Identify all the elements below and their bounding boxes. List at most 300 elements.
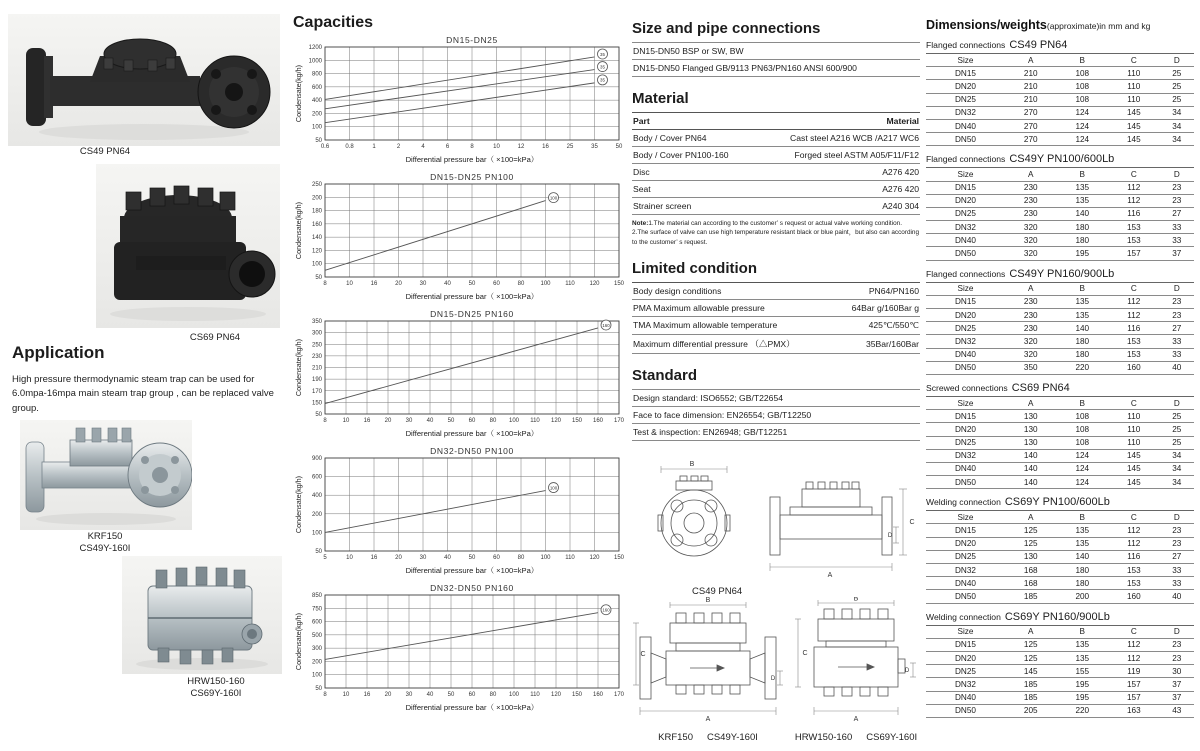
svg-text:160: 160 bbox=[311, 221, 322, 228]
svg-text:200: 200 bbox=[311, 659, 322, 666]
svg-text:Condensate(kg/h): Condensate(kg/h) bbox=[294, 475, 303, 534]
table-cell: 140 bbox=[1057, 550, 1109, 563]
table-row bbox=[926, 181, 1194, 194]
dimensions-table-caption bbox=[926, 153, 1194, 167]
svg-text:600: 600 bbox=[311, 619, 322, 626]
material-section bbox=[632, 90, 920, 247]
table-cell: DN15 bbox=[926, 295, 1005, 308]
table-cell: 153 bbox=[1108, 221, 1160, 234]
svg-text:DN32-DN50 PN160: DN32-DN50 PN160 bbox=[430, 583, 514, 593]
table-cell: 110 bbox=[1108, 436, 1160, 449]
table-cell: DN32 bbox=[926, 106, 1005, 119]
table-cell: 124 bbox=[1057, 119, 1109, 132]
svg-text:100: 100 bbox=[540, 555, 551, 561]
table-row bbox=[926, 80, 1194, 93]
limited-row-part: TMA Maximum allowable temperature bbox=[632, 316, 834, 334]
table-row bbox=[926, 93, 1194, 106]
limited-row-value: 425℃/550℃ bbox=[834, 316, 920, 334]
table-cell: 25 bbox=[1160, 436, 1194, 449]
table-cell: 160 bbox=[1108, 361, 1160, 374]
table-cell: 125 bbox=[1005, 638, 1057, 651]
svg-text:0.6: 0.6 bbox=[320, 144, 330, 150]
svg-text:170: 170 bbox=[613, 692, 625, 698]
table-cell: 33 bbox=[1160, 234, 1194, 247]
table-cell: 210 bbox=[1005, 93, 1057, 106]
material-row-part: Seat bbox=[632, 181, 755, 198]
svg-text:50: 50 bbox=[468, 281, 476, 287]
dimensions-column bbox=[926, 0, 1194, 718]
size-pipe-title: Size and pipe connections bbox=[632, 20, 821, 37]
table-cell: 37 bbox=[1160, 691, 1194, 704]
svg-text:80: 80 bbox=[517, 281, 525, 287]
table-cell: 320 bbox=[1005, 221, 1057, 234]
table-cell: 270 bbox=[1005, 133, 1057, 146]
table-cell: 168 bbox=[1005, 564, 1057, 577]
table-cell: DN15 bbox=[926, 638, 1005, 651]
dimensions-table bbox=[926, 268, 1194, 375]
table-cell: 25 bbox=[1160, 93, 1194, 106]
svg-text:110: 110 bbox=[530, 418, 540, 424]
svg-text:750: 750 bbox=[311, 606, 322, 613]
product-label-text: CS49 PN64 bbox=[79, 146, 131, 157]
svg-text:1200: 1200 bbox=[308, 45, 322, 51]
table-row bbox=[926, 436, 1194, 449]
table-cell: 157 bbox=[1108, 678, 1160, 691]
svg-text:300: 300 bbox=[311, 646, 322, 653]
svg-text:160: 160 bbox=[592, 692, 604, 698]
table-cell: 27 bbox=[1160, 550, 1194, 563]
application-title: Application bbox=[12, 343, 105, 362]
dimensions-table-caption bbox=[926, 611, 1194, 625]
table-cell: 116 bbox=[1108, 550, 1160, 563]
model-name: CS69 PN64 bbox=[1011, 381, 1070, 394]
dim-letter-a: A bbox=[853, 715, 859, 723]
table-cell: 185 bbox=[1005, 691, 1057, 704]
table-cell: 180 bbox=[1057, 234, 1109, 247]
svg-text:150: 150 bbox=[571, 418, 583, 424]
svg-text:600: 600 bbox=[311, 474, 322, 481]
material-row-part: Disc bbox=[632, 164, 755, 181]
capacities-column bbox=[293, 0, 631, 719]
table-cell: 135 bbox=[1057, 295, 1109, 308]
svg-text:35: 35 bbox=[600, 64, 605, 70]
svg-text:16: 16 bbox=[542, 144, 549, 150]
svg-text:850: 850 bbox=[311, 593, 322, 599]
svg-text:4: 4 bbox=[421, 144, 425, 150]
drawing-label-part1: KRF150 bbox=[658, 731, 693, 743]
svg-text:180: 180 bbox=[311, 208, 322, 215]
material-row bbox=[632, 181, 920, 198]
table-cell: DN50 bbox=[926, 133, 1005, 146]
table-cell: 112 bbox=[1108, 181, 1160, 194]
connection-type: Flanged connections bbox=[926, 154, 1006, 165]
table-cell: DN50 bbox=[926, 476, 1005, 489]
table-cell: DN50 bbox=[926, 361, 1005, 374]
table-cell: 112 bbox=[1108, 524, 1160, 537]
table-cell: 125 bbox=[1005, 524, 1057, 537]
svg-text:210: 210 bbox=[311, 365, 322, 372]
table-cell: 124 bbox=[1057, 106, 1109, 119]
svg-text:1000: 1000 bbox=[308, 58, 322, 65]
limited-condition-section bbox=[632, 260, 920, 354]
table-cell: 110 bbox=[1108, 410, 1160, 423]
column-header: Size bbox=[926, 168, 1005, 181]
svg-text:30: 30 bbox=[405, 692, 413, 698]
dimension-drawings bbox=[632, 451, 920, 751]
dim-letter-b: B bbox=[853, 596, 859, 603]
column-header: D bbox=[1160, 625, 1194, 638]
table-row bbox=[926, 194, 1194, 207]
svg-text:80: 80 bbox=[517, 555, 525, 561]
dimensions-title-suffix: (approximate)in mm and kg bbox=[1046, 21, 1151, 31]
svg-text:50: 50 bbox=[468, 555, 476, 561]
table-cell: 168 bbox=[1005, 577, 1057, 590]
product-label-text: KRF150 bbox=[87, 531, 123, 542]
svg-text:10: 10 bbox=[346, 555, 353, 561]
table-cell: 33 bbox=[1160, 335, 1194, 348]
column-header: D bbox=[1160, 511, 1194, 524]
table-row bbox=[926, 449, 1194, 462]
model-name: CS49Y PN160/900Lb bbox=[1009, 267, 1115, 280]
material-row bbox=[632, 198, 920, 215]
table-cell: 124 bbox=[1057, 133, 1109, 146]
svg-text:110: 110 bbox=[565, 555, 575, 561]
svg-text:6: 6 bbox=[445, 144, 450, 150]
svg-text:100: 100 bbox=[311, 530, 322, 537]
table-cell: 25 bbox=[1160, 67, 1194, 80]
table-cell: 23 bbox=[1160, 181, 1194, 194]
svg-text:150: 150 bbox=[613, 555, 625, 561]
column-header: B bbox=[1057, 396, 1109, 409]
column-header: B bbox=[1057, 54, 1109, 67]
material-row-part: Body / Cover PN64 bbox=[632, 130, 755, 147]
table-cell: 116 bbox=[1108, 322, 1160, 335]
svg-text:150: 150 bbox=[311, 400, 322, 407]
table-row bbox=[926, 361, 1194, 374]
table-cell: 320 bbox=[1005, 247, 1057, 260]
svg-text:25: 25 bbox=[566, 144, 574, 150]
table-cell: DN32 bbox=[926, 564, 1005, 577]
svg-text:8: 8 bbox=[470, 144, 474, 150]
table-cell: 23 bbox=[1160, 194, 1194, 207]
table-cell: 180 bbox=[1057, 221, 1109, 234]
svg-text:160: 160 bbox=[592, 418, 604, 424]
table-cell: 108 bbox=[1057, 423, 1109, 436]
table-cell: 140 bbox=[1005, 449, 1057, 462]
table-cell: 153 bbox=[1108, 335, 1160, 348]
table-cell: DN20 bbox=[926, 651, 1005, 664]
product-label bbox=[136, 676, 296, 700]
table-cell: DN25 bbox=[926, 93, 1005, 106]
svg-text:10: 10 bbox=[342, 692, 350, 698]
capacities-title: Capacities bbox=[293, 14, 374, 31]
table-cell: 135 bbox=[1057, 194, 1109, 207]
table-cell: 40 bbox=[1160, 361, 1194, 374]
capacity-chart bbox=[293, 445, 631, 575]
svg-text:20: 20 bbox=[395, 281, 402, 287]
table-cell: 23 bbox=[1160, 537, 1194, 550]
note-line-1: 1.The material can according to the customer’ s request or actual valve working condition. bbox=[648, 220, 902, 227]
column-header: D bbox=[1160, 282, 1194, 295]
svg-text:250: 250 bbox=[311, 182, 322, 188]
table-cell: DN15 bbox=[926, 524, 1005, 537]
table-cell: 25 bbox=[1160, 410, 1194, 423]
table-cell: 180 bbox=[1057, 577, 1109, 590]
table-cell: DN50 bbox=[926, 247, 1005, 260]
column-header: C bbox=[1108, 396, 1160, 409]
svg-text:120: 120 bbox=[589, 281, 600, 287]
table-row bbox=[926, 423, 1194, 436]
table-cell: 140 bbox=[1057, 207, 1109, 220]
table-row bbox=[926, 67, 1194, 80]
product-photo-cs69 bbox=[96, 164, 280, 328]
table-cell: 125 bbox=[1005, 537, 1057, 550]
table-row bbox=[926, 133, 1194, 146]
dim-letter-a: A bbox=[705, 715, 711, 723]
svg-text:Condensate(kg/h): Condensate(kg/h) bbox=[294, 201, 303, 260]
material-row-part: Strainer screen bbox=[632, 198, 755, 215]
material-note bbox=[632, 219, 920, 247]
table-cell: DN20 bbox=[926, 423, 1005, 436]
dimensions-table bbox=[926, 39, 1194, 146]
column-header: Size bbox=[926, 396, 1005, 409]
table-row bbox=[926, 691, 1194, 704]
svg-text:250: 250 bbox=[311, 342, 322, 349]
table-row bbox=[926, 665, 1194, 678]
table-cell: 108 bbox=[1057, 80, 1109, 93]
table-cell: DN25 bbox=[926, 550, 1005, 563]
svg-text:100: 100 bbox=[540, 281, 551, 287]
table-cell: 135 bbox=[1057, 537, 1109, 550]
dimensions-table bbox=[926, 153, 1194, 260]
table-cell: 135 bbox=[1057, 309, 1109, 322]
connection-type: Welding connection bbox=[926, 497, 1001, 508]
capacity-charts bbox=[293, 34, 631, 719]
table-cell: 145 bbox=[1005, 665, 1057, 678]
dimensions-tables bbox=[926, 39, 1194, 718]
table-cell: 23 bbox=[1160, 309, 1194, 322]
svg-text:100: 100 bbox=[549, 195, 558, 201]
material-row-value: A240 304 bbox=[755, 198, 920, 215]
table-row bbox=[926, 234, 1194, 247]
table-cell: 145 bbox=[1108, 119, 1160, 132]
table-cell: 140 bbox=[1005, 476, 1057, 489]
svg-text:150: 150 bbox=[571, 692, 583, 698]
table-cell: 33 bbox=[1160, 221, 1194, 234]
table-cell: 220 bbox=[1057, 704, 1109, 717]
table-cell: 112 bbox=[1108, 194, 1160, 207]
table-cell: 155 bbox=[1057, 665, 1109, 678]
table-cell: 230 bbox=[1005, 181, 1057, 194]
drawing-label bbox=[792, 732, 920, 743]
svg-text:120: 120 bbox=[550, 418, 562, 424]
svg-text:100: 100 bbox=[508, 418, 520, 424]
svg-text:60: 60 bbox=[493, 555, 500, 561]
table-cell: 119 bbox=[1108, 665, 1160, 678]
svg-text:10: 10 bbox=[493, 144, 500, 150]
table-row bbox=[926, 295, 1194, 308]
table-row bbox=[926, 704, 1194, 717]
product-label-text: HRW150-160 bbox=[187, 676, 245, 687]
svg-text:8: 8 bbox=[323, 281, 327, 287]
table-cell: DN25 bbox=[926, 665, 1005, 678]
table-cell: 180 bbox=[1057, 348, 1109, 361]
limited-row-value: PN64/PN160 bbox=[834, 282, 920, 299]
column-header: C bbox=[1108, 282, 1160, 295]
table-cell: DN40 bbox=[926, 691, 1005, 704]
svg-text:40: 40 bbox=[426, 418, 434, 424]
table-cell: 145 bbox=[1108, 462, 1160, 475]
table-cell: 135 bbox=[1057, 181, 1109, 194]
table-row bbox=[926, 550, 1194, 563]
svg-text:16: 16 bbox=[363, 692, 371, 698]
table-row bbox=[926, 106, 1194, 119]
column-header: Size bbox=[926, 511, 1005, 524]
svg-text:60: 60 bbox=[493, 281, 500, 287]
column-header: D bbox=[1160, 396, 1194, 409]
material-row-value: A276 420 bbox=[755, 164, 920, 181]
svg-text:10: 10 bbox=[342, 418, 350, 424]
svg-text:170: 170 bbox=[613, 418, 625, 424]
table-row bbox=[926, 335, 1194, 348]
column-header: Size bbox=[926, 625, 1005, 638]
table-cell: 130 bbox=[1005, 550, 1057, 563]
dimensions-title-main: Dimensions/weights bbox=[926, 18, 1047, 32]
table-cell: 157 bbox=[1108, 247, 1160, 260]
photo-column bbox=[0, 0, 290, 704]
column-header: A bbox=[1005, 396, 1057, 409]
product-label bbox=[30, 146, 180, 158]
table-cell: 270 bbox=[1005, 106, 1057, 119]
svg-text:20: 20 bbox=[384, 418, 392, 424]
svg-text:Condensate(kg/h): Condensate(kg/h) bbox=[294, 64, 303, 123]
material-row bbox=[632, 130, 920, 147]
table-cell: DN25 bbox=[926, 322, 1005, 335]
table-cell: 34 bbox=[1160, 462, 1194, 475]
table-cell: 163 bbox=[1108, 704, 1160, 717]
size-pipe-rows bbox=[632, 42, 920, 77]
limited-row bbox=[632, 316, 920, 334]
dimensions-table-caption bbox=[926, 39, 1194, 53]
table-row bbox=[926, 207, 1194, 220]
table-cell: 124 bbox=[1057, 449, 1109, 462]
svg-text:190: 190 bbox=[311, 377, 322, 384]
dim-letter-c: C bbox=[909, 518, 915, 526]
table-cell: 112 bbox=[1108, 651, 1160, 664]
valve-photo-icon bbox=[122, 556, 282, 674]
column-header: C bbox=[1108, 168, 1160, 181]
table-cell: DN20 bbox=[926, 80, 1005, 93]
table-row bbox=[926, 590, 1194, 603]
table-cell: DN40 bbox=[926, 348, 1005, 361]
table-cell: DN32 bbox=[926, 678, 1005, 691]
table-cell: DN20 bbox=[926, 537, 1005, 550]
table-cell: 34 bbox=[1160, 133, 1194, 146]
table-cell: 25 bbox=[1160, 80, 1194, 93]
table-row bbox=[926, 537, 1194, 550]
dimensions-table bbox=[926, 611, 1194, 718]
svg-text:Condensate(kg/h): Condensate(kg/h) bbox=[294, 338, 303, 397]
table-cell: 145 bbox=[1108, 449, 1160, 462]
column-header: A bbox=[1005, 54, 1057, 67]
drawing-label-part2: CS49Y-160I bbox=[706, 731, 758, 743]
table-cell: DN25 bbox=[926, 436, 1005, 449]
table-row bbox=[926, 309, 1194, 322]
table-cell: DN40 bbox=[926, 119, 1005, 132]
table-cell: DN20 bbox=[926, 309, 1005, 322]
svg-text:150: 150 bbox=[613, 281, 625, 287]
svg-text:50: 50 bbox=[447, 692, 455, 698]
table-cell: DN32 bbox=[926, 335, 1005, 348]
product-label-text: CS69 PN64 bbox=[189, 332, 241, 343]
table-cell: 145 bbox=[1108, 106, 1160, 119]
table-cell: DN32 bbox=[926, 449, 1005, 462]
product-label bbox=[30, 531, 180, 555]
limited-row-part: Maximum differential pressure （△PMX） bbox=[632, 334, 834, 353]
svg-text:16: 16 bbox=[363, 418, 371, 424]
standard-section bbox=[632, 367, 920, 441]
table-cell: 153 bbox=[1108, 564, 1160, 577]
table-cell: 320 bbox=[1005, 234, 1057, 247]
table-row bbox=[926, 577, 1194, 590]
svg-text:120: 120 bbox=[311, 248, 322, 255]
svg-text:110: 110 bbox=[530, 692, 540, 698]
limited-row-part: PMA Maximum allowable pressure bbox=[632, 299, 834, 316]
column-header: D bbox=[1160, 54, 1194, 67]
dimensions-table-caption bbox=[926, 268, 1194, 282]
standard-title: Standard bbox=[632, 366, 698, 384]
material-col-part: Part bbox=[632, 113, 755, 130]
table-cell: 210 bbox=[1005, 67, 1057, 80]
svg-text:200: 200 bbox=[311, 111, 322, 118]
table-cell: 124 bbox=[1057, 476, 1109, 489]
table-row bbox=[926, 462, 1194, 475]
table-cell: 200 bbox=[1057, 590, 1109, 603]
table-cell: 125 bbox=[1005, 651, 1057, 664]
table-cell: 160 bbox=[1108, 590, 1160, 603]
svg-text:10: 10 bbox=[346, 281, 353, 287]
svg-text:110: 110 bbox=[565, 281, 575, 287]
table-cell: DN40 bbox=[926, 234, 1005, 247]
drawing-label-part2: CS69Y-160I bbox=[866, 731, 918, 743]
size-pipe-row: DN15-DN50 BSP or SW, BW bbox=[632, 43, 920, 60]
table-row bbox=[926, 524, 1194, 537]
table-cell: 37 bbox=[1160, 678, 1194, 691]
svg-text:230: 230 bbox=[311, 353, 322, 360]
table-cell: 195 bbox=[1057, 678, 1109, 691]
table-cell: 230 bbox=[1005, 295, 1057, 308]
table-cell: 33 bbox=[1160, 348, 1194, 361]
table-cell: 350 bbox=[1005, 361, 1057, 374]
svg-text:60: 60 bbox=[468, 692, 476, 698]
table-cell: 116 bbox=[1108, 207, 1160, 220]
dimensions-table-caption bbox=[926, 496, 1194, 510]
svg-text:2: 2 bbox=[396, 144, 401, 150]
svg-text:5: 5 bbox=[323, 555, 327, 561]
table-cell: 23 bbox=[1160, 524, 1194, 537]
column-header: A bbox=[1005, 282, 1057, 295]
table-cell: 110 bbox=[1108, 423, 1160, 436]
capacity-chart bbox=[293, 34, 631, 164]
table-cell: 23 bbox=[1160, 295, 1194, 308]
svg-text:Differential pressure bar（ ×10: Differential pressure bar（ ×100=kPa） bbox=[405, 292, 539, 301]
table-cell: 110 bbox=[1108, 93, 1160, 106]
table-cell: 33 bbox=[1160, 564, 1194, 577]
table-cell: 135 bbox=[1057, 524, 1109, 537]
dim-letter-a: A bbox=[827, 571, 833, 579]
svg-text:8: 8 bbox=[323, 692, 327, 698]
capacity-chart bbox=[293, 308, 631, 438]
